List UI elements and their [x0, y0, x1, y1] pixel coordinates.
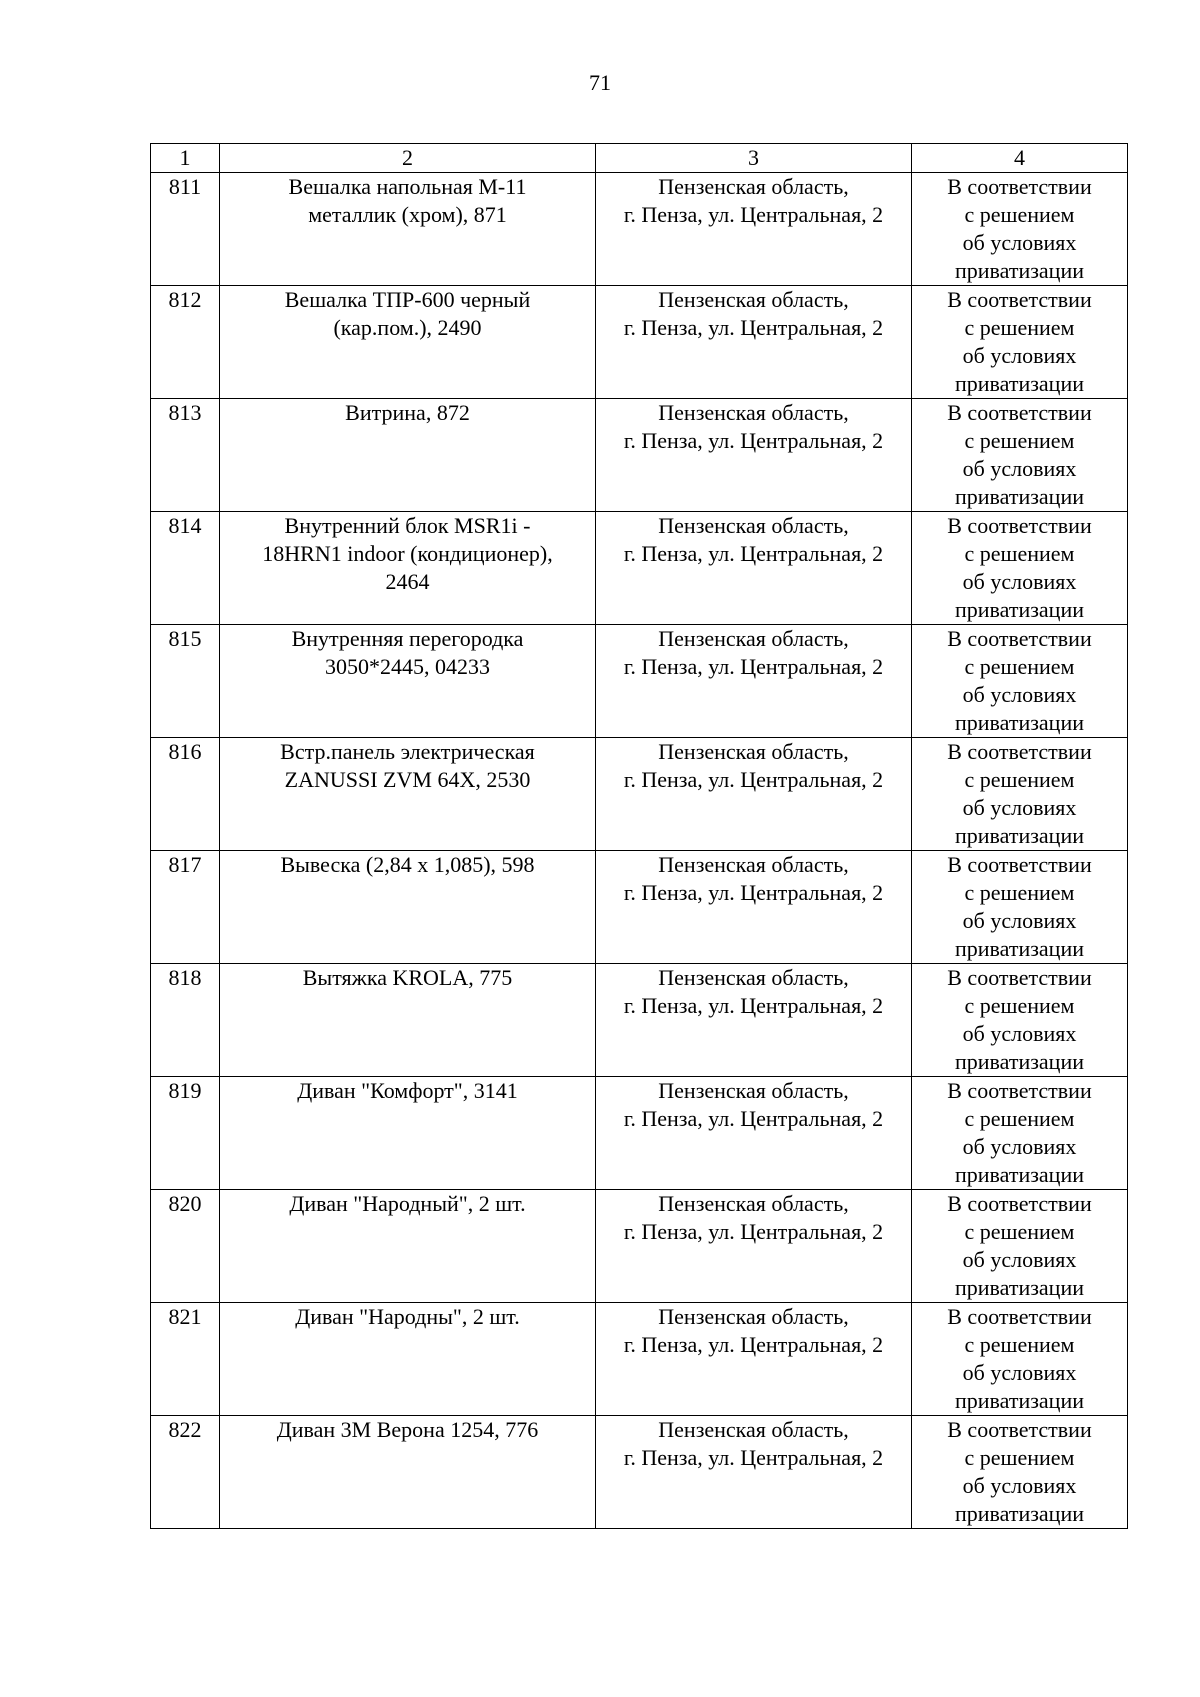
- privatization-terms-line: об условиях: [962, 1360, 1077, 1385]
- table-row: [151, 286, 1128, 399]
- item-name-cell: [220, 625, 596, 738]
- table-row: [151, 399, 1128, 512]
- address-line: г. Пенза, ул. Центральная, 2: [623, 315, 884, 340]
- address-line: Пензенская область,: [658, 965, 849, 990]
- privatization-terms-line: В соответствии: [947, 1304, 1092, 1329]
- privatization-terms-line: приватизации: [954, 258, 1084, 283]
- row-number-cell: 821: [151, 1303, 220, 1416]
- privatization-terms-line: с решением: [964, 993, 1075, 1018]
- address-cell: [596, 964, 912, 1077]
- address-line: г. Пенза, ул. Центральная, 2: [623, 541, 884, 566]
- item-name-line: Вешалка напольная М-11: [288, 174, 527, 199]
- privatization-terms-line: В соответствии: [947, 513, 1092, 538]
- address-line: Пензенская область,: [658, 1417, 849, 1442]
- address-line: Пензенская область,: [658, 174, 849, 199]
- row-number-cell: 812: [151, 286, 220, 399]
- column-header-4: 4: [912, 144, 1128, 173]
- address-line: г. Пенза, ул. Центральная, 2: [623, 1219, 884, 1244]
- privatization-terms-line: с решением: [964, 767, 1075, 792]
- address-line: г. Пенза, ул. Центральная, 2: [623, 1445, 884, 1470]
- address-cell: [596, 1303, 912, 1416]
- table-header: [151, 144, 1128, 173]
- item-name-line: Внутренний блок MSR1i -: [284, 513, 531, 538]
- privatization-terms-line: приватизации: [954, 1501, 1084, 1526]
- row-number-cell: 815: [151, 625, 220, 738]
- table-row: [151, 1416, 1128, 1529]
- privatization-terms-cell: [912, 1077, 1128, 1190]
- table-row: [151, 1077, 1128, 1190]
- privatization-terms-cell: [912, 738, 1128, 851]
- item-name-cell: [220, 964, 596, 1077]
- privatization-terms-cell: [912, 1416, 1128, 1529]
- column-header-1: 1: [151, 144, 220, 173]
- privatization-terms-line: с решением: [964, 541, 1075, 566]
- column-header-2: 2: [220, 144, 596, 173]
- privatization-terms-line: приватизации: [954, 1388, 1084, 1413]
- item-name-cell: [220, 173, 596, 286]
- privatization-terms-line: об условиях: [962, 795, 1077, 820]
- privatization-terms-line: с решением: [964, 880, 1075, 905]
- item-name-cell: [220, 1077, 596, 1190]
- privatization-terms-line: об условиях: [962, 1021, 1077, 1046]
- address-line: г. Пенза, ул. Центральная, 2: [623, 654, 884, 679]
- property-table: [150, 143, 1128, 1529]
- privatization-terms-line: с решением: [964, 202, 1075, 227]
- privatization-terms-cell: [912, 399, 1128, 512]
- privatization-terms-line: с решением: [964, 315, 1075, 340]
- address-line: Пензенская область,: [658, 513, 849, 538]
- item-name-line: 2464: [385, 569, 430, 594]
- item-name-line: (кар.пом.), 2490: [333, 315, 482, 340]
- row-number-cell: 820: [151, 1190, 220, 1303]
- privatization-terms-line: В соответствии: [947, 1191, 1092, 1216]
- table-row: [151, 173, 1128, 286]
- privatization-terms-cell: [912, 1303, 1128, 1416]
- privatization-terms-line: с решением: [964, 1332, 1075, 1357]
- privatization-terms-line: об условиях: [962, 1134, 1077, 1159]
- column-header-3: 3: [596, 144, 912, 173]
- item-name-line: Внутренняя перегородка: [291, 626, 524, 651]
- privatization-terms-line: с решением: [964, 428, 1075, 453]
- address-cell: [596, 1077, 912, 1190]
- address-line: г. Пенза, ул. Центральная, 2: [623, 428, 884, 453]
- item-name-cell: [220, 286, 596, 399]
- table-row: [151, 625, 1128, 738]
- privatization-terms-line: об условиях: [962, 230, 1077, 255]
- privatization-terms-line: В соответствии: [947, 965, 1092, 990]
- row-number-cell: 817: [151, 851, 220, 964]
- item-name-cell: [220, 1303, 596, 1416]
- privatization-terms-line: с решением: [964, 1445, 1075, 1470]
- item-name-cell: [220, 512, 596, 625]
- item-name-line: Вытяжка KROLA, 775: [302, 965, 513, 990]
- privatization-terms-line: об условиях: [962, 569, 1077, 594]
- privatization-terms-line: об условиях: [962, 456, 1077, 481]
- row-number-cell: 822: [151, 1416, 220, 1529]
- item-name-cell: [220, 399, 596, 512]
- table-row: [151, 738, 1128, 851]
- privatization-terms-cell: [912, 286, 1128, 399]
- address-cell: [596, 1416, 912, 1529]
- row-number-cell: 811: [151, 173, 220, 286]
- row-number-cell: 814: [151, 512, 220, 625]
- address-cell: [596, 738, 912, 851]
- privatization-terms-cell: [912, 512, 1128, 625]
- privatization-terms-cell: [912, 1190, 1128, 1303]
- privatization-terms-line: с решением: [964, 654, 1075, 679]
- privatization-terms-line: приватизации: [954, 936, 1084, 961]
- privatization-terms-line: с решением: [964, 1106, 1075, 1131]
- item-name-line: 3050*2445, 04233: [325, 654, 490, 679]
- privatization-terms-line: В соответствии: [947, 400, 1092, 425]
- address-line: г. Пенза, ул. Центральная, 2: [623, 202, 884, 227]
- row-number-cell: 816: [151, 738, 220, 851]
- privatization-terms-line: приватизации: [954, 823, 1084, 848]
- privatization-terms-line: приватизации: [954, 710, 1084, 735]
- row-number-cell: 819: [151, 1077, 220, 1190]
- address-cell: [596, 399, 912, 512]
- header-row: [151, 144, 1128, 173]
- row-number-cell: 813: [151, 399, 220, 512]
- privatization-terms-line: об условиях: [962, 908, 1077, 933]
- privatization-terms-line: приватизации: [954, 1162, 1084, 1187]
- table-row: [151, 964, 1128, 1077]
- item-name-line: Встр.панель электрическая: [280, 739, 535, 764]
- privatization-terms-line: приватизации: [954, 1275, 1084, 1300]
- address-cell: [596, 173, 912, 286]
- address-line: Пензенская область,: [658, 739, 849, 764]
- privatization-terms-line: приватизации: [954, 1049, 1084, 1074]
- address-line: Пензенская область,: [658, 287, 849, 312]
- privatization-terms-line: В соответствии: [947, 1417, 1092, 1442]
- privatization-terms-line: об условиях: [962, 1247, 1077, 1272]
- privatization-terms-line: об условиях: [962, 682, 1077, 707]
- privatization-terms-line: В соответствии: [947, 852, 1092, 877]
- address-line: Пензенская область,: [658, 1304, 849, 1329]
- address-cell: [596, 625, 912, 738]
- address-line: г. Пенза, ул. Центральная, 2: [623, 1106, 884, 1131]
- item-name-line: металлик (хром), 871: [308, 202, 507, 227]
- privatization-terms-line: В соответствии: [947, 1078, 1092, 1103]
- table-body: [151, 173, 1128, 1529]
- privatization-terms-line: В соответствии: [947, 626, 1092, 651]
- item-name-line: ZANUSSI ZVM 64X, 2530: [284, 767, 531, 792]
- privatization-terms-line: В соответствии: [947, 739, 1092, 764]
- privatization-terms-line: приватизации: [954, 371, 1084, 396]
- privatization-terms-cell: [912, 851, 1128, 964]
- address-cell: [596, 1190, 912, 1303]
- address-line: Пензенская область,: [658, 626, 849, 651]
- privatization-terms-line: В соответствии: [947, 174, 1092, 199]
- item-name-line: Диван "Народны", 2 шт.: [295, 1304, 520, 1329]
- item-name-line: Витрина, 872: [345, 400, 470, 425]
- privatization-terms-line: приватизации: [954, 597, 1084, 622]
- privatization-terms-line: об условиях: [962, 1473, 1077, 1498]
- address-line: г. Пенза, ул. Центральная, 2: [623, 880, 884, 905]
- item-name-cell: [220, 851, 596, 964]
- item-name-cell: [220, 1416, 596, 1529]
- address-line: г. Пенза, ул. Центральная, 2: [623, 767, 884, 792]
- item-name-line: Вывеска (2,84 х 1,085), 598: [280, 852, 535, 877]
- privatization-terms-line: приватизации: [954, 484, 1084, 509]
- privatization-terms-cell: [912, 964, 1128, 1077]
- item-name-cell: [220, 738, 596, 851]
- item-name-line: Диван "Комфорт", 3141: [297, 1078, 518, 1103]
- privatization-terms-cell: [912, 625, 1128, 738]
- address-cell: [596, 512, 912, 625]
- page-number: 71: [589, 70, 611, 95]
- privatization-terms-cell: [912, 173, 1128, 286]
- row-number-cell: 818: [151, 964, 220, 1077]
- item-name-line: Вешалка ТПР-600 черный: [284, 287, 531, 312]
- address-line: Пензенская область,: [658, 400, 849, 425]
- privatization-terms-line: В соответствии: [947, 287, 1092, 312]
- privatization-terms-line: об условиях: [962, 343, 1077, 368]
- table-row: [151, 1303, 1128, 1416]
- item-name-cell: [220, 1190, 596, 1303]
- item-name-line: 18HRN1 indoor (кондиционер),: [262, 541, 553, 566]
- address-line: Пензенская область,: [658, 1191, 849, 1216]
- item-name-line: Диван 3М Верона 1254, 776: [276, 1417, 539, 1442]
- table-row: [151, 851, 1128, 964]
- table-row: [151, 1190, 1128, 1303]
- address-line: г. Пенза, ул. Центральная, 2: [623, 993, 884, 1018]
- address-cell: [596, 851, 912, 964]
- item-name-line: Диван "Народный", 2 шт.: [289, 1191, 526, 1216]
- address-line: Пензенская область,: [658, 852, 849, 877]
- address-cell: [596, 286, 912, 399]
- privatization-terms-line: с решением: [964, 1219, 1075, 1244]
- address-line: г. Пенза, ул. Центральная, 2: [623, 1332, 884, 1357]
- address-line: Пензенская область,: [658, 1078, 849, 1103]
- table-row: [151, 512, 1128, 625]
